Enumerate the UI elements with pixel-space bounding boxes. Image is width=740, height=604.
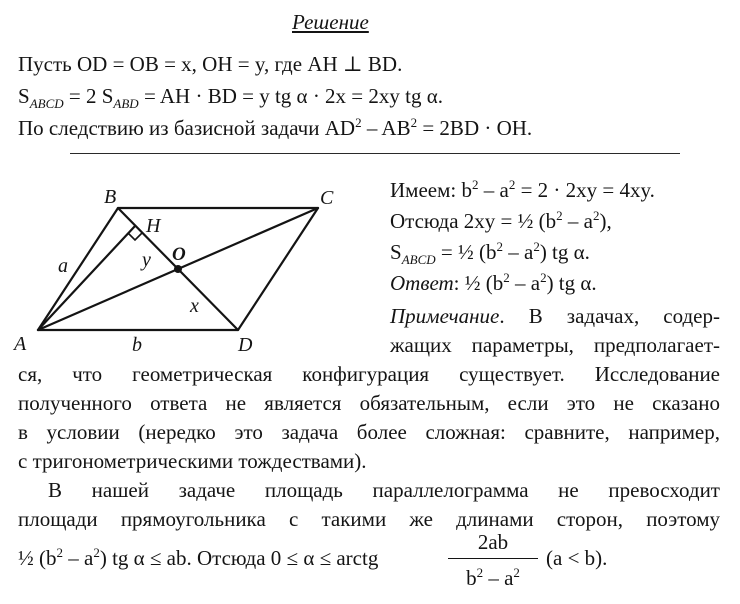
label-o: O <box>172 244 186 265</box>
label-y: y <box>142 249 151 271</box>
exponent: 2 <box>592 208 600 223</box>
condition-text: (a < b). <box>546 546 608 570</box>
note-line-2: жащих параметры, предполагает- <box>390 333 720 357</box>
label-side-b: b <box>132 334 142 356</box>
text-segment: – a <box>478 178 509 202</box>
text-segment: – a <box>509 271 541 295</box>
separator-rule <box>70 153 680 154</box>
label-c: C <box>320 187 334 209</box>
text-segment: ) tg α. <box>539 240 590 264</box>
text-segment: По следствию из базисной задачи AD <box>18 116 356 140</box>
exponent: 2 <box>540 270 547 285</box>
text-segment: – a <box>562 209 593 233</box>
exponent: 2 <box>355 115 362 130</box>
exponent: 2 <box>508 177 516 192</box>
note-line-1 <box>390 304 720 328</box>
conclusion-line-2: площади прямоугольника с такими же длинами сторон, поэтому <box>18 507 720 531</box>
exponent: 2 <box>503 270 510 285</box>
right-angle-mark <box>128 233 142 240</box>
exponent: 2 <box>556 208 563 223</box>
text-segment: ) tg α. <box>546 271 597 295</box>
area-symbol: S <box>18 84 30 108</box>
label-x: x <box>190 295 199 317</box>
text-segment: = ½ (b <box>435 240 497 264</box>
text-segment: = 2BD · OH. <box>417 116 533 140</box>
text-segment: Отсюда 2xy = ½ (b <box>390 209 557 233</box>
area-subscript-abd: ABD <box>113 96 139 112</box>
intro-line-3 <box>18 116 532 140</box>
fraction-numerator: 2ab <box>477 530 509 554</box>
area-rest: = AH · BD = y tg α · 2x = 2xy tg α. <box>138 84 443 108</box>
label-d: D <box>238 334 253 356</box>
altitude-ah <box>38 226 135 330</box>
text-segment: – a <box>63 546 94 570</box>
point-o <box>174 265 182 273</box>
area-mid: = 2 S <box>63 84 114 108</box>
answer-label: Ответ <box>390 271 454 295</box>
label-h: H <box>146 215 161 237</box>
note-line-3: ся, что геометрическая конфигурация существует. Исследование <box>18 362 720 386</box>
exponent: 2 <box>471 177 479 192</box>
answer-line <box>390 271 597 295</box>
fraction-denominator <box>446 566 540 591</box>
exponent: 2 <box>476 565 484 580</box>
intro-line-1: Пусть OD = OB = x, OH = y, где AH ⊥ BD. <box>18 52 403 76</box>
area-subscript: ABCD <box>401 252 436 268</box>
text-segment: ½ (b <box>18 546 57 570</box>
note-line-4: полученного ответа не является обязательным, если это не сказано <box>18 391 720 415</box>
solution-title: Решение <box>292 10 369 34</box>
fraction-bar <box>448 558 538 559</box>
text-segment: – a <box>502 240 534 264</box>
text-segment: – a <box>483 566 514 590</box>
area-symbol: S <box>390 240 402 264</box>
text-segment: = 2 · 2xy = 4xy. <box>515 178 655 202</box>
area-line <box>390 239 590 268</box>
exponent: 2 <box>93 545 100 560</box>
conclusion-line-3 <box>18 546 378 570</box>
text-segment: : ½ (b <box>453 271 504 295</box>
exponent: 2 <box>533 239 540 254</box>
label-b: B <box>104 186 117 208</box>
have-line <box>390 178 655 202</box>
label-side-a: a <box>58 255 68 277</box>
text-segment: – AB <box>361 116 411 140</box>
intro-line-2 <box>18 84 443 112</box>
text-segment: Имеем: b <box>390 178 472 202</box>
conclusion-line-1: В нашей задаче площадь параллелограмма не превосходит <box>48 478 720 502</box>
exponent: 2 <box>56 545 63 560</box>
area-subscript: ABCD <box>29 96 64 112</box>
note-line-6: с тригонометрическими тождествами). <box>18 449 367 473</box>
text-segment: b <box>466 566 477 590</box>
exponent: 2 <box>410 115 418 130</box>
note-label: Примечание <box>390 304 500 328</box>
hence-line <box>390 209 612 233</box>
exponent: 2 <box>496 239 503 254</box>
exponent: 2 <box>513 565 520 580</box>
parallelogram-figure <box>0 170 370 360</box>
text-segment: ) tg α ≤ ab. Отсюда 0 ≤ α ≤ arctg <box>99 546 379 570</box>
text-segment: . В задачах, содер- <box>499 304 720 328</box>
note-line-5: в условии (нередко это задача более сложная: сравните, например, <box>18 420 720 444</box>
text-segment: ), <box>599 209 612 233</box>
label-a: A <box>14 333 27 355</box>
